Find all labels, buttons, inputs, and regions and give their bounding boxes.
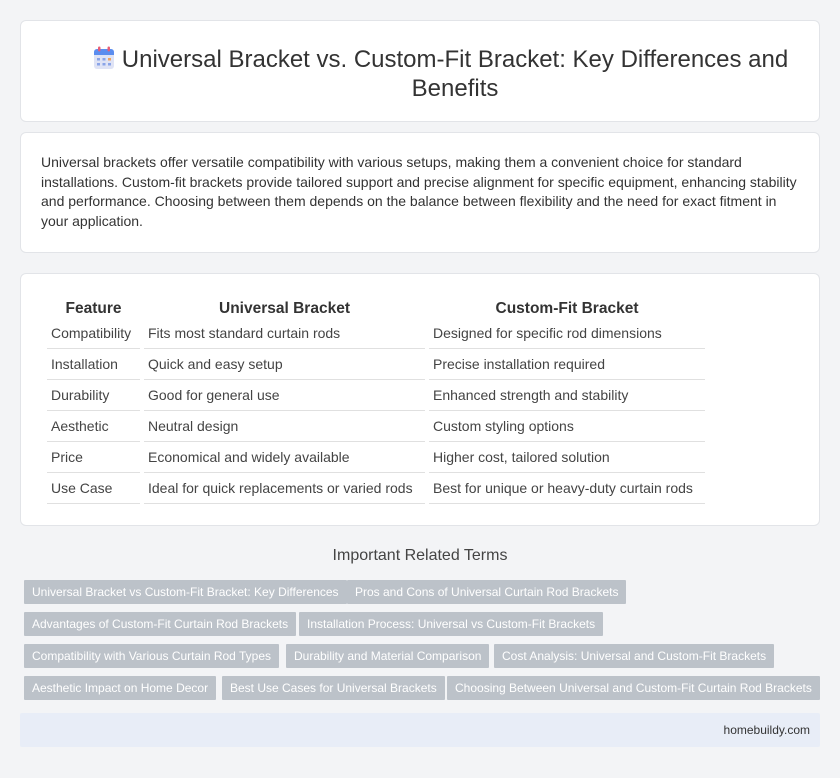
row-universal: Fits most standard curtain rods (144, 318, 425, 349)
row-custom-fit: Higher cost, tailored solution (429, 442, 705, 473)
header-universal: Universal Bracket (219, 300, 350, 317)
footer (20, 713, 820, 747)
intro-paragraph: Universal brackets offer versatile compatibility with various setups, making them a convenient choice for standard installations. Custom-fit brackets provide tailored support and precise alignment for specific equipment, enhancing stability and performance. Choosing between them depends on the balance between flexibility and the need for exact fitment in your application. (41, 154, 797, 229)
row-feature: Aesthetic (47, 411, 140, 442)
table-row (47, 473, 705, 504)
table-row (47, 442, 705, 473)
row-custom-fit: Custom styling options (429, 411, 705, 442)
related-tag[interactable]: Durability and Material Comparison (286, 644, 489, 668)
header-feature: Feature (65, 300, 122, 317)
row-universal: Quick and easy setup (144, 349, 425, 380)
row-feature: Compatibility (47, 318, 140, 349)
related-tag[interactable]: Cost Analysis: Universal and Custom-Fit Brackets (494, 644, 774, 668)
related-tag[interactable]: Best Use Cases for Universal Brackets (222, 676, 445, 700)
row-custom-fit: Precise installation required (429, 349, 705, 380)
row-universal: Good for general use (144, 380, 425, 411)
intro-card (20, 132, 820, 253)
footer-site-link[interactable]: homebuildy.com (723, 723, 810, 737)
related-terms-heading: Important Related Terms (332, 547, 508, 564)
related-tag[interactable]: Advantages of Custom-Fit Curtain Rod Brackets (24, 612, 296, 636)
related-tag[interactable]: Installation Process: Universal vs Custom-Fit Brackets (299, 612, 603, 636)
header-custom-fit: Custom-Fit Bracket (495, 300, 639, 317)
related-tag[interactable]: Universal Bracket vs Custom-Fit Bracket: Key Differences (24, 580, 347, 604)
page-title: Universal Bracket vs. Custom-Fit Bracket: Key Differences and Benefits (121, 46, 789, 102)
table-row (47, 411, 705, 442)
title-card (20, 20, 820, 122)
table-row (47, 380, 705, 411)
row-custom-fit: Designed for specific rod dimensions (429, 318, 705, 349)
related-tag[interactable]: Aesthetic Impact on Home Decor (24, 676, 216, 700)
table-row (47, 349, 705, 380)
related-tag[interactable]: Compatibility with Various Curtain Rod Types (24, 644, 279, 668)
row-feature: Use Case (47, 473, 140, 504)
comparison-table (43, 297, 709, 504)
row-universal: Economical and widely available (144, 442, 425, 473)
related-tag[interactable]: Choosing Between Universal and Custom-Fit Curtain Rod Brackets (447, 676, 820, 700)
row-custom-fit: Best for unique or heavy-duty curtain rods (429, 473, 705, 504)
row-universal: Ideal for quick replacements or varied rods (144, 473, 425, 504)
related-tag[interactable]: Pros and Cons of Universal Curtain Rod Brackets (347, 580, 626, 604)
row-feature: Price (47, 442, 140, 473)
row-feature: Installation (47, 349, 140, 380)
table-header-row (47, 297, 705, 318)
row-feature: Durability (47, 380, 140, 411)
comparison-card (20, 273, 820, 526)
table-row (47, 318, 705, 349)
row-custom-fit: Enhanced strength and stability (429, 380, 705, 411)
row-universal: Neutral design (144, 411, 425, 442)
